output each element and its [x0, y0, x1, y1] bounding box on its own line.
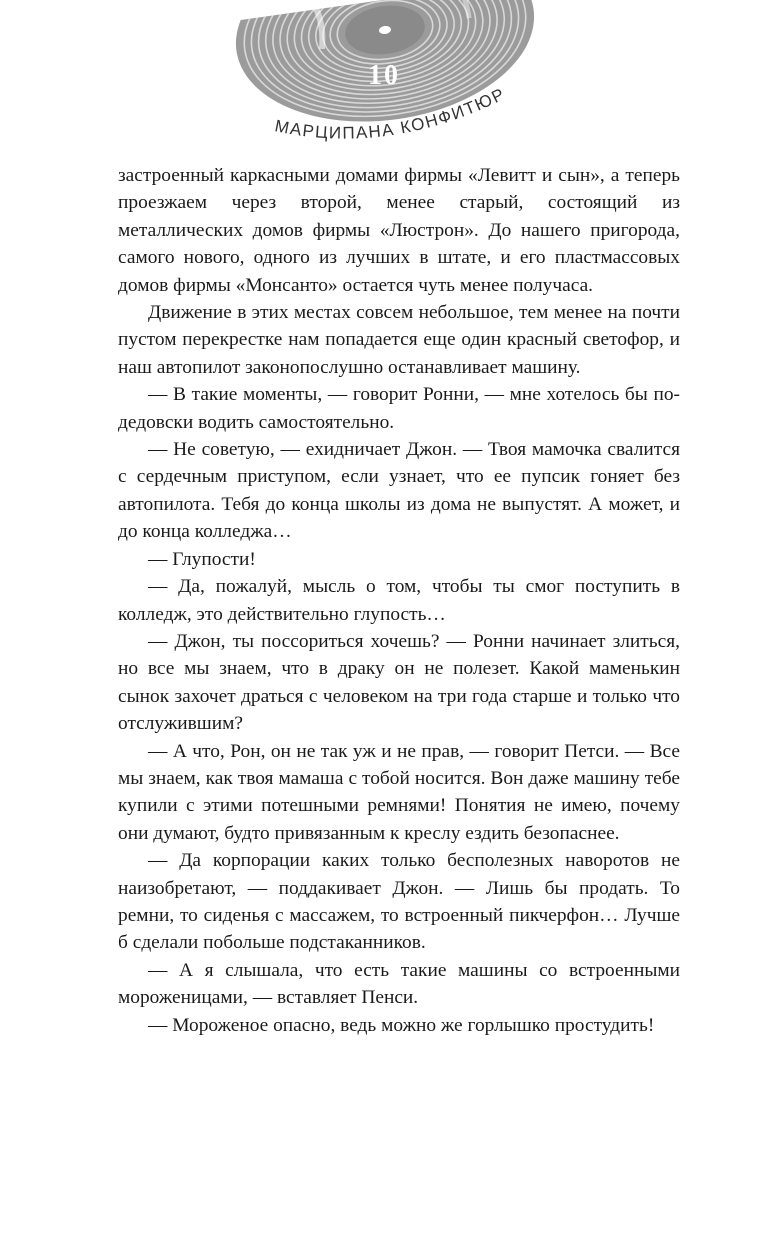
paragraph: — Мороженое опасно, ведь можно же горлышко простудить!	[148, 1014, 655, 1036]
paragraph: — В такие моменты, — говорит Ронни, — мне хотелось бы по-дедовски водить самостоятельно.	[118, 384, 680, 433]
paragraph: застроенный каркасными домами фирмы «Левитт и сын», а теперь проезжаем через второй, менее старый, состоящий из металлических домов фирмы «Люстрон». До нашего пригорода, самого нового, одного из лучших в штате, и его пластмассовых домов фирмы «Монсанто» остается чуть менее получаса.	[118, 165, 680, 296]
paragraph: — А я слышала, что есть такие машины со встроенными мороженицами, — вставляет Пенси.	[118, 959, 680, 1009]
paragraph: — А что, Рон, он не так уж и не прав, — говорит Петси. — Все мы знаем, как твоя мамаша с тобой носится. Вон даже машину тебе купили с этими потешными ремнями! Понятия не имею, почему они думают, будто привязанным к креслу ездить безопаснее.	[118, 740, 680, 844]
book-text	[118, 162, 680, 1039]
paragraph: — Да корпорации каких только бесполезных наворотов не наизобретают, — поддакивает Джон. — Лишь бы продать. То ремни, то сиденья с массажем, то встроенный пикчерфон… Лучше б сделали побольше подстаканников.	[118, 850, 680, 954]
paragraph: — Да, пожалуй, мысль о том, чтобы ты смог поступить в колледж, это действительно глупость…	[118, 576, 680, 625]
running-title: МАРЦИПАНА КОНФИТЮР	[273, 84, 509, 143]
paragraph: — Не советую, — ехидничает Джон. — Твоя мамочка свалится с сердечным приступом, если узнает, что ее пупсик гоняет без автопилота. Тебя до конца школы из дома не выпустят. А может, и до конца колледжа…	[118, 439, 680, 543]
paragraph: — Джон, ты поссориться хочешь? — Ронни начинает злиться, но все мы знаем, что в драку он не полезет. Какой маменькин сынок захочет драться с человеком на три года старше и только что отслужившим?	[118, 630, 680, 735]
paragraph: Движение в этих местах совсем небольшое, тем менее на почти пустом перекрестке нам попадается еще один красный светофор, и наш автопилот законопослушно останавливает машину.	[118, 302, 680, 378]
page-number: 10	[368, 60, 400, 91]
chapter-header	[0, 0, 768, 160]
paragraph: — Глупости!	[148, 548, 256, 570]
